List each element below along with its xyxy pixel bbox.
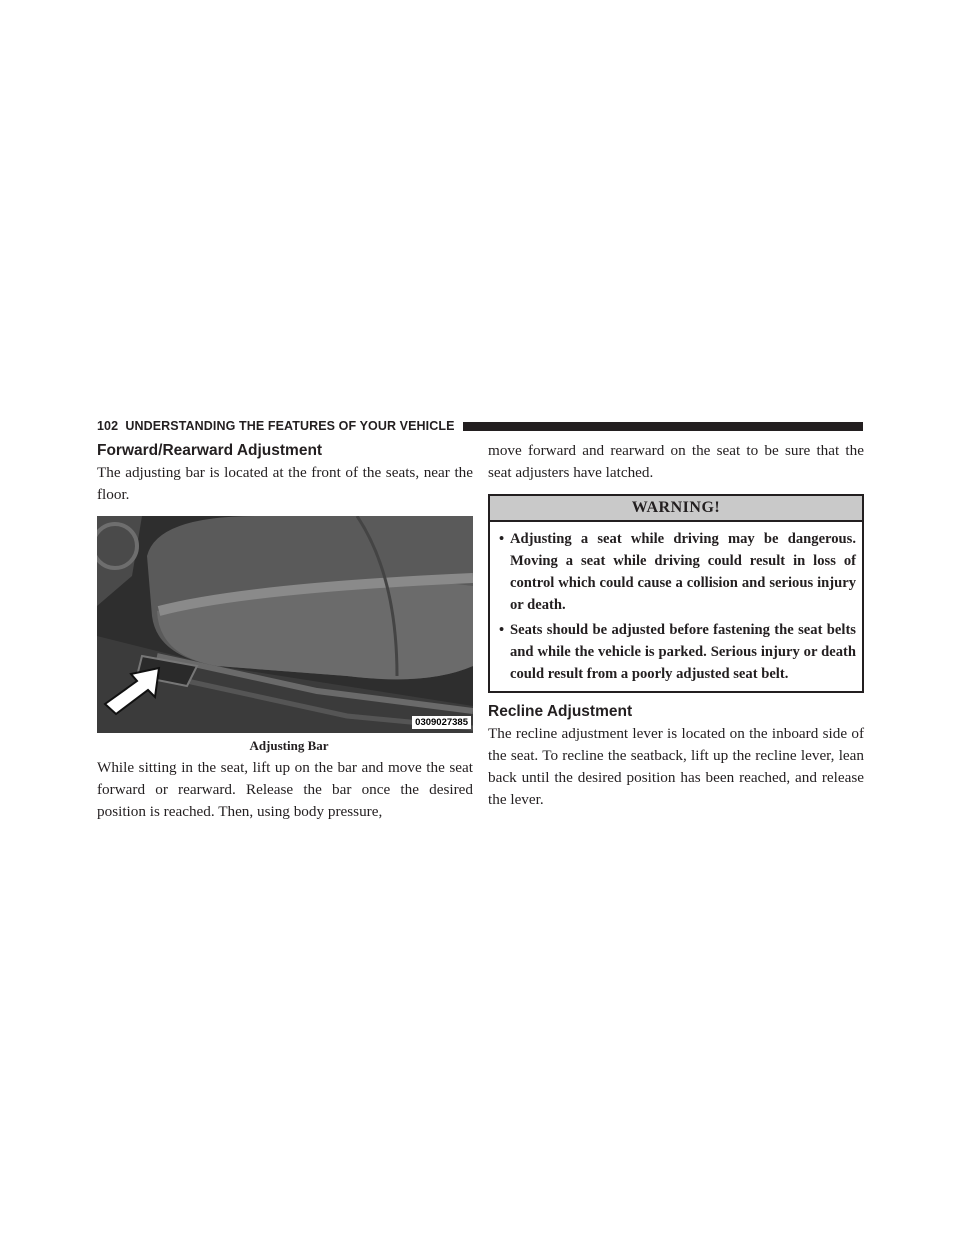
forward-rearward-para1: While sitting in the seat, lift up on the bar and move the seat forward or rearward. Release the bar once the desired position is reached. Then, using body pressure, [97,759,473,820]
recline-para: The recline adjustment lever is located on the inboard side of the seat. To recline the seatback, lift up the recline lever, lean back until the desired position has been reached, and release the lever. [488,725,864,808]
left-column [97,440,473,823]
forward-rearward-para1-cont: move forward and rearward on the seat to be sure that the seat adjusters have latched. [488,442,864,481]
warning-item-text: Adjusting a seat while driving may be dangerous. Moving a seat while driving could result in loss of control which could cause a collision and serious injury or death. [510,531,856,613]
seat-illustration [97,516,473,733]
page-number: 102 [97,419,119,433]
warning-title: WARNING! [490,496,862,522]
bullet: • [499,531,505,547]
warning-item-text: Seats should be adjusted before fastening the seat belts and while the vehicle is parked. Serious injury or death could result from a poorly adjusted seat belt. [510,622,856,682]
recline-heading: Recline Adjustment [488,703,633,720]
page-header-text [97,419,463,433]
figure-code: 0309027385 [412,716,471,729]
adjusting-bar-figure [97,516,473,733]
forward-rearward-intro: The adjusting bar is located at the front of the seats, near the floor. [97,464,473,503]
warning-item [500,528,856,616]
page-header [97,419,863,433]
right-column [488,440,864,811]
figure-caption: Adjusting Bar [249,738,329,753]
forward-rearward-heading: Forward/Rearward Adjustment [97,442,323,459]
warning-item [500,619,856,685]
warning-list [490,522,862,691]
warning-box [488,494,864,693]
bullet: • [499,622,505,638]
section-title: UNDERSTANDING THE FEATURES OF YOUR VEHICLE [125,419,455,433]
header-rule [463,422,863,431]
